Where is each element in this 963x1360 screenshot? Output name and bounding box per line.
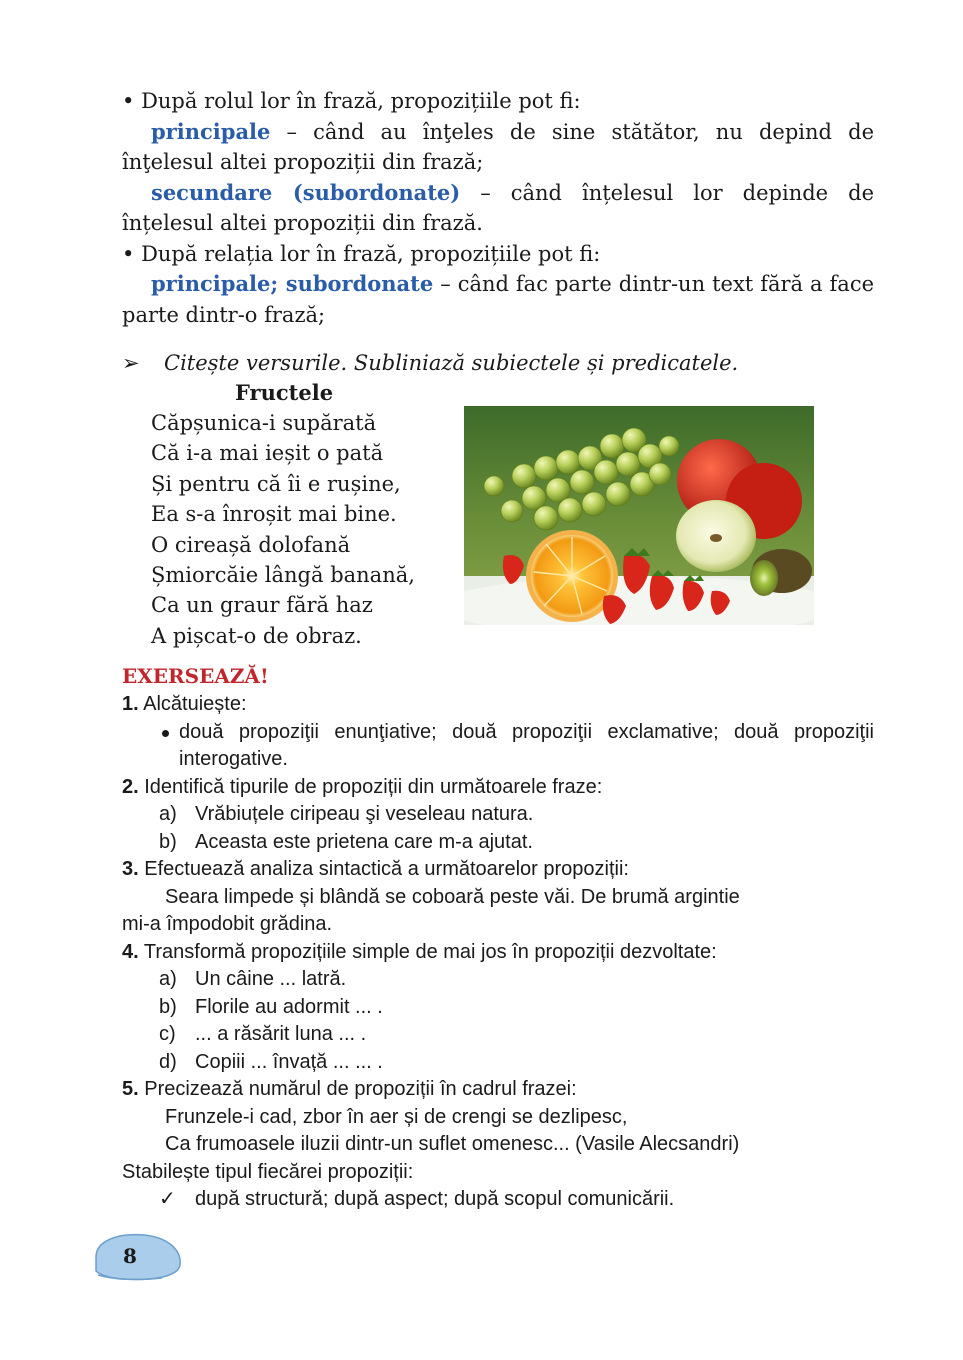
exercise-5-verse-2: Ca frumoasele iluzii dintr-un suflet omenesc... (Vasile Alecsandri): [165, 1133, 740, 1155]
task-text: Citește versurile. Subliniază subiectele și predicatele.: [164, 351, 739, 375]
poem-line: A pișcat-o de obraz.: [151, 623, 362, 648]
list-item: [122, 829, 874, 857]
definitions-block: [122, 86, 874, 330]
poem-line: Ca un graur fără haz: [151, 593, 373, 618]
poem-line: Șmiorcăie lângă banană,: [151, 563, 415, 588]
item-text: Vrăbiuțele ciripeau şi veseleau natura.: [195, 803, 534, 825]
arrow-icon: ➢: [122, 351, 140, 375]
list-item: [122, 1049, 874, 1077]
list-item: [122, 966, 874, 994]
kw-secundare: secundare (subordonate): [151, 179, 461, 205]
poem-lines: [151, 408, 415, 651]
exercise-text: Transformă propozițiile simple de mai jos în propoziții dezvoltate:: [138, 940, 717, 963]
exercise-3: [122, 856, 874, 884]
exercise-number: 5.: [122, 1078, 139, 1100]
item-letter: b): [159, 830, 177, 853]
def-principale: [122, 117, 874, 178]
list-item: [122, 1021, 874, 1049]
exercise-5-verse-1: Frunzele-i cad, zbor în aer și de crengi se dezlipesc,: [165, 1105, 628, 1128]
exercise-5: [122, 1076, 874, 1104]
kw-principale: principale: [151, 118, 271, 144]
fruit-photo: [464, 406, 814, 625]
exercise-5-instruction: Stabilește tipul fiecărei propoziții:: [122, 1160, 414, 1183]
item-letter: d): [159, 1050, 177, 1073]
check-icon: ✓: [159, 1188, 176, 1210]
def-secundare: [122, 178, 874, 239]
exercises-block: [122, 691, 874, 1214]
poem-line: Căpșunica-i supărată: [151, 411, 377, 435]
relation-intro: • După relația lor în frază, propozițiile pot fi:: [122, 239, 874, 270]
def-secundare-text: – când înțelesul lor depinde de înțelesul altei propoziții din frază.: [122, 180, 874, 235]
exercise-2: [122, 774, 874, 802]
item-text: Florile au adormit ... .: [195, 995, 383, 1018]
item-text: ... a răsărit luna ... .: [195, 1023, 367, 1045]
exercise-text: Precizează numărul de propoziții în cadrul frazei:: [138, 1078, 577, 1100]
item-text: Aceasta este prietena care m-a ajutat.: [195, 830, 533, 853]
exercise-3-line-1: Seara limpede și blândă se coboară peste văi. De brumă argintie: [165, 885, 740, 908]
exercise-text: Alcătuiește:: [138, 693, 247, 715]
list-item: [122, 994, 874, 1022]
poem-title: Fructele: [235, 380, 334, 405]
page-number: 8: [123, 1244, 137, 1268]
item-letter: a): [159, 968, 177, 990]
exercise-1: [122, 691, 874, 719]
poem-line: Că i-a mai ieșit o pată: [151, 441, 384, 466]
list-item: [122, 801, 874, 829]
item-text: Un câine ... latră.: [195, 968, 347, 990]
checklist-item: [122, 1186, 874, 1214]
page-number-badge: [92, 1231, 182, 1283]
checklist-text: după structură; după aspect; după scopul comunicării.: [195, 1188, 675, 1210]
exercise-number: 4.: [122, 940, 139, 963]
def-relatie-text: – când fac parte dintr-un text fără a face parte dintr-o frază;: [122, 272, 875, 327]
exercise-text: Identifică tipurile de propoziții din următoarele fraze:: [138, 775, 603, 798]
exercise-number: 1.: [122, 693, 139, 715]
poem-line: Și pentru că îi e rușine,: [151, 471, 401, 496]
poem-line: O cireașă dolofană: [151, 532, 351, 557]
poem-line: Ea s-a înroșit mai bine.: [151, 502, 397, 527]
reading-task: [122, 348, 738, 378]
item-text: Copiii ... învață ... ... .: [195, 1050, 383, 1073]
exercise-text: Efectuează analiza sintactică a următoarelor propoziții:: [138, 858, 629, 880]
item-letter: b): [159, 995, 177, 1018]
exercise-4: [122, 939, 874, 967]
exercise-number: 3.: [122, 858, 139, 880]
exercises-title: EXERSEAZĂ!: [122, 664, 269, 688]
kw-relatie: principale; subordonate: [151, 271, 434, 296]
exercise-number: 2.: [122, 775, 139, 798]
exercise-1-bullet: două propoziţii enunţiative; două propoziţii exclamative; două propoziţii interogative.: [122, 719, 874, 774]
item-letter: c): [159, 1023, 176, 1045]
item-letter: a): [159, 803, 177, 825]
role-intro: • După rolul lor în frază, propozițiile pot fi:: [122, 86, 874, 117]
def-relatie: [122, 269, 874, 330]
def-principale-text: – când au înţeles de sine stătător, nu depind de înţelesul altei propoziții din frază;: [122, 119, 874, 174]
exercise-3-line-2: mi-a împodobit grădina.: [122, 913, 333, 935]
